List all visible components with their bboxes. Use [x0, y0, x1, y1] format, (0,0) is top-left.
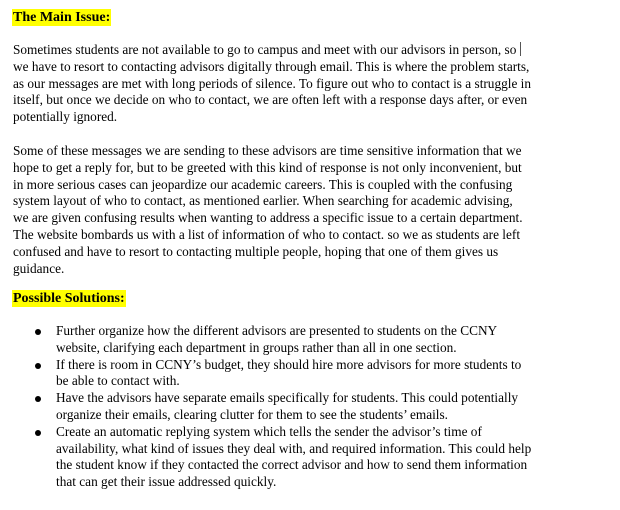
main-issue-paragraph-2 [13, 143, 613, 277]
paragraph-line: we are given confusing results when wanting to address a specific issue to a certain department. [13, 210, 523, 226]
text-cursor [520, 42, 521, 56]
solutions-list [0, 323, 620, 491]
list-item-line: Have the advisors have separate emails specifically for students. This could potentially [56, 390, 519, 406]
list-item [0, 390, 620, 424]
list-item-line: be able to contact with. [56, 373, 180, 389]
list-item-line: Create an automatic replying system which tells the sender the advisor’s time of [56, 423, 482, 439]
list-item-line: organize their emails, clearing clutter for them to see the students’ emails. [56, 406, 448, 422]
list-item-line: Further organize how the different advisors are presented to students on the CCNY [56, 323, 498, 338]
paragraph-line: hope to get a reply for, but to be greeted with this kind of response is not only inconvenient, but [13, 159, 522, 175]
paragraph-line: guidance. [13, 260, 65, 276]
main-issue-heading: The Main Issue: [13, 10, 111, 25]
list-item-line: website, clarifying each department in groups rather than all in one section. [56, 339, 457, 355]
bullet-icon [35, 396, 41, 402]
list-item-line: availability, what kind of issues they deal with, and required information. This could help [56, 440, 532, 456]
paragraph-line: system layout of who to contact, as mentioned earlier. When searching for academic advising, [13, 193, 513, 209]
list-item-line: If there is room in CCNY’s budget, they should hire more advisors for more students to [56, 356, 522, 372]
paragraph-line: Some of these messages we are sending to these advisors are time sensitive information that we [13, 143, 522, 158]
paragraph-line: we have to resort to contacting advisors digitally through email. This is where the problem starts, [13, 58, 530, 74]
list-item-line: the student know if they contacted the correct advisor and how to send them information [56, 457, 528, 473]
main-issue-paragraph-1 [13, 42, 613, 126]
bullet-icon [35, 329, 41, 335]
list-item [0, 323, 620, 357]
paragraph-line: confused and have to resort to contacting multiple people, hoping that one of them gives us [13, 243, 499, 259]
possible-solutions-heading: Possible Solutions: [13, 291, 125, 306]
list-item-line: that can get their issue addressed quickly. [56, 474, 277, 490]
list-item [0, 357, 620, 391]
list-item [0, 424, 620, 491]
paragraph-line: as our messages are met with long periods of silence. To figure out who to contact is a struggle in [13, 75, 532, 91]
bullet-icon [35, 430, 41, 436]
paragraph-line: itself, but once we decide on who to contact, we are often left with a response days after, or even [13, 92, 528, 108]
paragraph-line: potentially ignored. [13, 109, 118, 125]
paragraph-line: The website bombards us with a list of information of who to contact. so we as students are left [13, 226, 521, 242]
paragraph-line: Sometimes students are not available to go to campus and meet with our advisors in person, so [13, 42, 613, 59]
bullet-icon [35, 363, 41, 369]
paragraph-line: in more serious cases can jeopardize our academic careers. This is coupled with the confusing [13, 176, 513, 192]
